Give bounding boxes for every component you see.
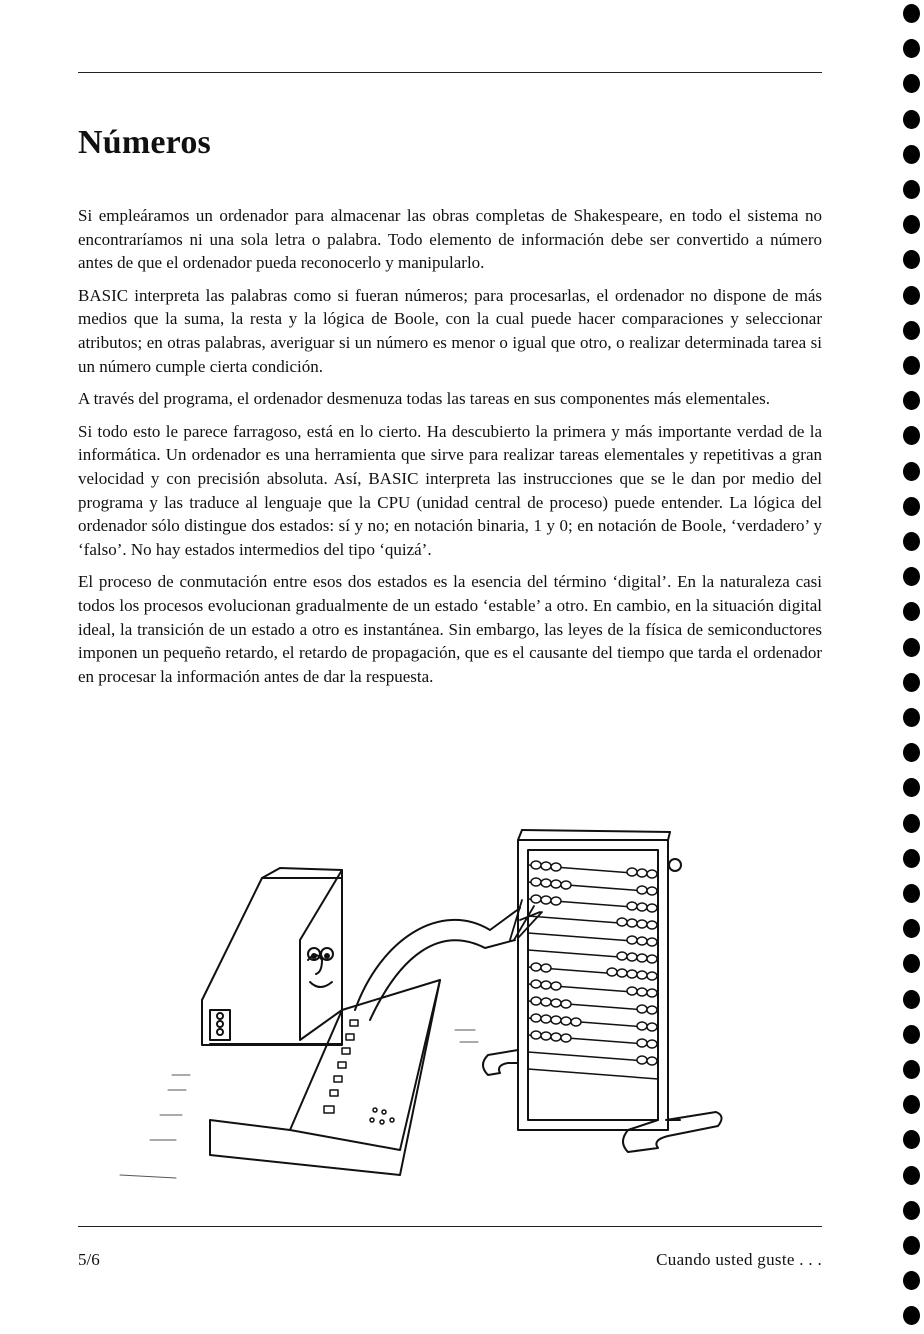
- binding-hole: [903, 145, 920, 164]
- header-rule: [78, 72, 822, 73]
- binding-hole: [903, 215, 920, 234]
- abacus: [483, 830, 722, 1152]
- binding-hole: [903, 356, 920, 375]
- binding-hole: [903, 1201, 920, 1220]
- binding-hole: [903, 39, 920, 58]
- binding-hole: [903, 567, 920, 586]
- binding-hole: [903, 1271, 920, 1290]
- binding-hole: [903, 990, 920, 1009]
- binding-hole: [903, 180, 920, 199]
- binding-hole: [903, 708, 920, 727]
- binding-hole: [903, 884, 920, 903]
- paragraph: Si todo esto le parece farragoso, está en lo cierto. Ha descubierto la primera y más importante verdad de la informática. Un ordenador es una herramienta que sirve para realizar tareas elementales y repetitivas a gran velocidad y con precisión absoluta. Así, BASIC interpreta las instrucciones que se le dan por medio del programa y las traduce al lenguaje que la CPU (unidad central de proceso) puede entender. La lógica del ordenador sólo distingue dos estados: sí y no; en notación binaria, 1 y 0; en notación de Boole, ‘verdadero’ y ‘falso’. No hay estados intermedios del tipo ‘quizá’.: [78, 421, 822, 559]
- paragraph: BASIC interpreta las palabras como si fueran números; para procesarlas, el ordenador no dispone de más medios que la suma, la resta y la lógica de Boole, con la cual puede hacer comparaciones y seleccionar atributos; en otras palabras, averiguar si un número es menor o igual que otro, o realizar determinada tarea si un número cumple cierta condición.: [78, 285, 822, 376]
- paragraph: A través del programa, el ordenador desmenuza todas las tareas en sus componentes más elementales.: [78, 389, 771, 409]
- binding-hole: [903, 814, 920, 833]
- binding-hole: [903, 391, 920, 410]
- binding-hole: [903, 110, 920, 129]
- binding-hole: [903, 250, 920, 269]
- binding-hole: [903, 1166, 920, 1185]
- binding-hole: [903, 426, 920, 445]
- binding-hole: [903, 778, 920, 797]
- binding-hole: [903, 1025, 920, 1044]
- binding-hole: [903, 849, 920, 868]
- keyboard: [210, 980, 440, 1175]
- binding-hole: [903, 1306, 920, 1325]
- binding-hole: [903, 286, 920, 305]
- monitor-face: [300, 870, 342, 1040]
- computer-abacus-illustration: [110, 820, 750, 1200]
- page-title: Números: [78, 124, 211, 161]
- binding-hole: [903, 919, 920, 938]
- footer-rule: [78, 1226, 822, 1227]
- paragraph: El proceso de conmutación entre esos dos estados es la esencia del término ‘digital’. En la naturaleza casi todos los procesos evolucionan gradualmente de un estado ‘estable’ a otro. En cambio, en la situación digital ideal, la transición de un estado a otro es instantánea. Sin embargo, las leyes de la física de semiconductores imponen un pequeño retardo, el retardo de propagación, que es el causante del tiempo que tarda el ordenador en procesar la información antes de dar la respuesta.: [78, 572, 822, 686]
- binding-hole: [903, 1060, 920, 1079]
- binding-hole: [903, 954, 920, 973]
- binding-hole: [903, 743, 920, 762]
- binding-hole: [903, 497, 920, 516]
- reaching-arm: [355, 900, 542, 1020]
- binding-hole: [903, 638, 920, 657]
- binding-hole: [903, 1130, 920, 1149]
- binding-hole: [903, 462, 920, 481]
- page-number: 5/6: [78, 1250, 100, 1269]
- running-title: Cuando usted guste . . .: [656, 1250, 822, 1269]
- binding-hole: [903, 602, 920, 621]
- paragraph: Si empleáramos un ordenador para almacenar las obras completas de Shakespeare, en todo el sistema no encontraríamos ni una sola letra o palabra. Todo elemento de información debe ser convertido a número antes de que el ordenador pueda reconocerlo y manipularlo.: [78, 206, 822, 273]
- binding-hole: [903, 673, 920, 692]
- body-text: [78, 204, 822, 697]
- binding-hole: [903, 74, 920, 93]
- binding-hole: [903, 532, 920, 551]
- binding-hole: [903, 4, 920, 23]
- binding-hole: [903, 321, 920, 340]
- binding-holes: [894, 0, 924, 1334]
- binding-hole: [903, 1236, 920, 1255]
- binding-hole: [903, 1095, 920, 1114]
